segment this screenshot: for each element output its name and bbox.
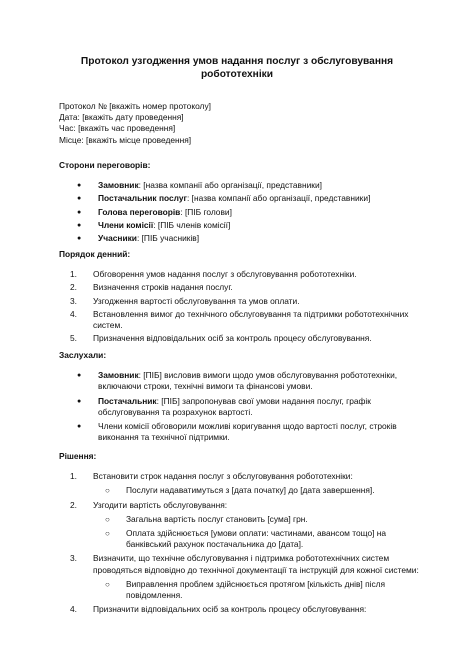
parties-section [59,160,419,244]
meta-time: Час: [вкажіть час проведення] [59,123,176,134]
title-line-1: Протокол узгодження умов надання послуг з обслуговування [80,56,394,67]
meta-place: Місце: [вкажіть місце проведення] [59,134,192,145]
heard-heading: Заслухали: [59,350,107,360]
list-item: ● Члени комісії: [ПІБ членів комісії] [77,220,419,231]
document-title [60,55,414,81]
decisions-list [59,471,419,615]
list-item: 3. Визначити, що технічне обслуговування і підтримка робототехнічних систем проводяться відповідно до технічної документації та інструкцій для кожної системи: [70,553,419,575]
list-item: ● Учасники: [ПІБ учасників] [77,233,419,244]
list-item: 4. Встановлення вимог до технічного обслуговування та підтримки робототехнічних систем. [70,308,409,331]
title-line-2: робототехніки [200,69,274,81]
decisions-section [59,451,419,615]
parties-heading: Сторони переговорів: [59,160,151,170]
list-item: ● Замовник: [назва компанії або організації, представники] [77,180,419,191]
list-item: ● Члени комісії обговорили можливі коригування щодо вартості послуг, строків виконання та технічної підтримки. [77,421,419,443]
list-item: ● Постачальник послуг: [назва компанії або організації, представники] [77,193,419,204]
list-item: 2. Визначення строків надання послуг. [70,282,233,293]
agenda-heading: Порядок денний: [59,249,131,259]
list-item: 4. Призначити відповідальних осіб за контроль процесу обслуговування: [70,604,367,615]
list-item: 1. Обговорення умов надання послуг з обслуговування робототехніки. [70,269,357,280]
list-item: ● Голова переговорів: [ПІБ голови] [77,207,419,218]
protocol-meta [59,101,419,146]
list-item: 2. Узгодити вартість обслуговування: [70,499,228,510]
meta-number: Протокол № [вкажіть номер протоколу] [59,101,211,111]
list-item: ○ Оплата здійснюється [умови оплати: частинами, авансом тощо] на банківський рахунок постачальника до [дата]. [105,528,419,550]
list-item: ○ Послуги надаватимуться з [дата початку] до [дата завершення]. [105,485,419,496]
meta-date: Дата: [вкажіть дату проведення] [59,112,184,123]
sub-list [59,514,419,551]
list-item: ● Постачальник: [ПІБ] запропонував свої умови надання послуг, графік обслуговування та розрахунок вартості. [77,396,419,418]
list-item: 3. Узгодження вартості обслуговування та умов оплати. [70,295,300,306]
agenda-list [59,269,419,344]
sub-list [59,579,419,601]
list-item: 1. Встановити строк надання послуг з обслуговування робототехніки: [70,471,353,482]
list-item: ● Замовник: [ПІБ] висловив вимоги щодо умов обслуговування робототехніки, включаючи строки, технічні вимоги та фінансові умови. [77,370,419,392]
parties-list [59,180,419,244]
list-item: ○ Виправлення проблем здійснюється протягом [кількість днів] після повідомлення. [105,579,419,601]
heard-section [59,350,419,443]
heard-list [59,370,419,443]
list-item: 5. Призначення відповідальних осіб за контроль процесу обслуговування. [70,333,372,344]
list-item: ○ Загальна вартість послуг становить [сума] грн. [105,514,419,525]
sub-list [59,485,419,496]
decisions-heading: Рішення: [59,451,97,461]
agenda-section [59,249,419,344]
